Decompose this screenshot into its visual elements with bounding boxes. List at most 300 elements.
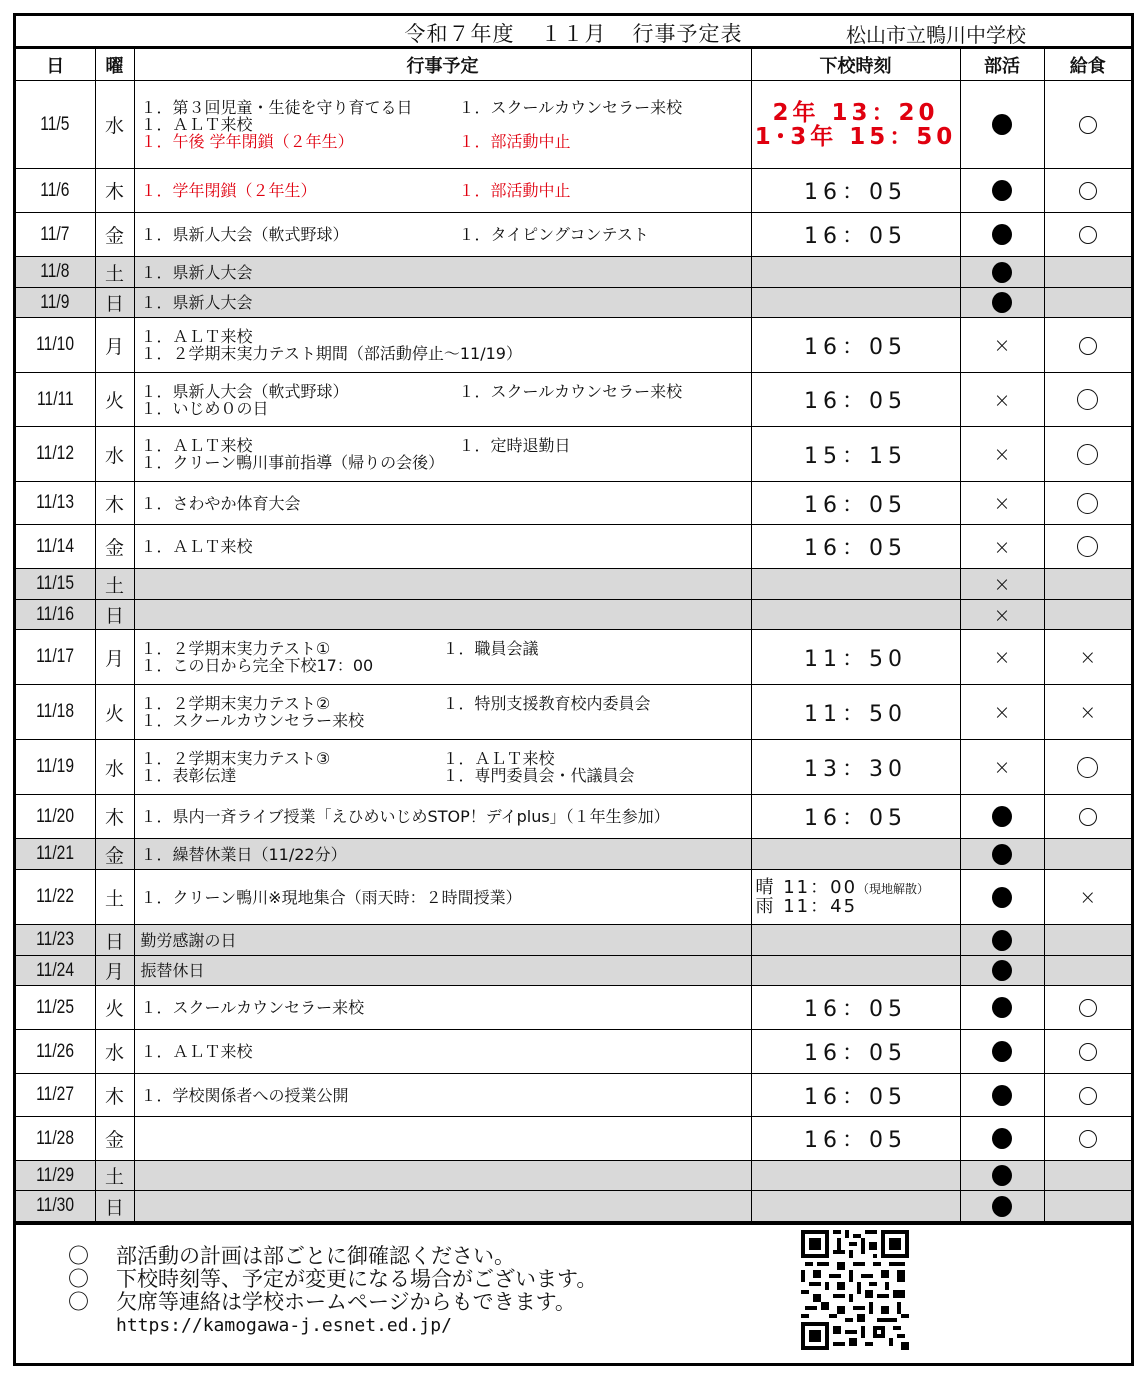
event-item: １．県新人大会（軟式野球） <box>140 225 349 244</box>
date-cell <box>16 740 95 795</box>
event-item <box>459 932 751 949</box>
club-activity-cell <box>960 795 1044 839</box>
col-header-club: 部活 <box>960 49 1044 81</box>
event-item: １．部活動中止 <box>458 181 571 200</box>
cross-icon: × <box>993 572 1011 597</box>
events-list <box>141 695 751 729</box>
events-list <box>141 846 751 863</box>
event-item: １．ＡＬＴ来校 <box>140 115 253 134</box>
table-row <box>16 81 1131 169</box>
school-lunch-cell <box>1044 288 1131 318</box>
date-text: 11/17 <box>36 646 75 667</box>
date-text: 11/26 <box>36 1040 75 1062</box>
events-list <box>141 750 751 784</box>
events-cell <box>134 600 751 630</box>
dismissal-time-cell <box>751 257 960 288</box>
event-item: １．クリーン鴨川※現地集合（雨天時：２時間授業） <box>140 887 522 907</box>
table-row <box>16 288 1131 318</box>
open-circle-icon <box>1077 389 1098 410</box>
events-cell <box>134 318 751 373</box>
events-list <box>141 1043 751 1060</box>
club-activity-cell <box>960 427 1044 482</box>
weekday-cell: 日 <box>95 600 134 630</box>
club-activity-cell <box>960 213 1044 257</box>
date-cell <box>16 795 95 839</box>
events-cell <box>134 839 751 870</box>
filled-circle-icon <box>992 960 1012 981</box>
school-lunch-cell <box>1044 1030 1131 1074</box>
weekday-cell: 木 <box>95 482 134 525</box>
note-text: 部活動の計画は部ごとに御確認ください。 <box>116 1244 515 1268</box>
school-lunch-cell <box>1044 482 1131 525</box>
note-text: 欠席等連絡は学校ホームページからもできます。 <box>116 1290 576 1314</box>
table-row <box>16 318 1131 373</box>
dismissal-time-cell: 15：15 <box>751 427 960 482</box>
table-row <box>16 630 1131 685</box>
event-item: １．スクールカウンセラー来校 <box>140 998 365 1017</box>
events-cell <box>134 986 751 1030</box>
weekday-cell: 土 <box>95 1161 134 1191</box>
date-cell <box>16 257 95 288</box>
event-item: １．２学期末実力テスト③ <box>140 749 331 768</box>
weekday-cell: 月 <box>95 956 134 986</box>
events-cell <box>134 925 751 956</box>
club-activity-cell <box>960 257 1044 288</box>
title-row <box>16 16 1131 49</box>
event-item <box>459 400 751 417</box>
open-circle-icon <box>1079 808 1097 826</box>
weekday-cell: 日 <box>95 288 134 318</box>
school-lunch-cell <box>1044 870 1131 925</box>
dismissal-time-cell <box>751 870 960 925</box>
event-item: １．この日から完全下校17：00 <box>140 656 374 675</box>
dismissal-time-line: 2年 13：20 <box>772 99 939 126</box>
column-header-row <box>16 49 1131 81</box>
title-year: 令和７年度 <box>404 22 515 46</box>
date-cell <box>16 482 95 525</box>
events-list <box>141 182 751 199</box>
cross-icon: × <box>993 534 1011 559</box>
events-cell <box>134 1191 751 1222</box>
club-activity-cell <box>960 1074 1044 1117</box>
event-item <box>459 889 751 906</box>
date-cell <box>16 630 95 685</box>
title-month: １１月 <box>540 22 607 46</box>
cross-icon: × <box>993 645 1011 670</box>
event-item: １．県内一斉ライブ授業「えひめいじめSTOP！デイplus」（１年生参加） <box>140 807 670 826</box>
date-cell <box>16 839 95 870</box>
table-row <box>16 1117 1131 1161</box>
event-item <box>443 657 751 674</box>
event-item: １．学校関係者への授業公開 <box>140 1085 349 1105</box>
school-lunch-cell <box>1044 1161 1131 1191</box>
weekday-cell: 木 <box>95 169 134 213</box>
table-row <box>16 427 1131 482</box>
circle-bullet-icon: 〇 <box>68 1290 89 1314</box>
weekday-cell: 金 <box>95 525 134 569</box>
dismissal-time-line: 1･3年 15：50 <box>754 123 957 150</box>
event-item: １．専門委員会・代議員会 <box>442 766 635 785</box>
date-text: 11/8 <box>40 261 70 282</box>
event-item: １．県新人大会 <box>140 262 253 282</box>
events-cell <box>134 1161 751 1191</box>
event-item <box>459 264 751 281</box>
cross-icon: × <box>1079 645 1097 670</box>
school-lunch-cell <box>1044 630 1131 685</box>
date-cell <box>16 1117 95 1161</box>
date-text: 11/14 <box>36 535 75 557</box>
dismissal-time-cell: 16：05 <box>751 482 960 525</box>
club-activity-cell <box>960 1191 1044 1222</box>
date-text: 11/25 <box>36 996 75 1018</box>
club-activity-cell <box>960 169 1044 213</box>
dismissal-time-cell <box>751 839 960 870</box>
events-cell <box>134 870 751 925</box>
events-list <box>141 264 751 281</box>
event-item <box>443 712 751 729</box>
filled-circle-icon <box>992 887 1012 908</box>
open-circle-icon <box>1077 444 1098 465</box>
filled-circle-icon <box>992 806 1012 827</box>
event-item <box>459 328 751 345</box>
events-list <box>141 226 751 243</box>
cross-icon: × <box>993 602 1011 627</box>
club-activity-cell <box>960 600 1044 630</box>
event-item: １．スクールカウンセラー来校 <box>458 98 683 117</box>
club-activity-cell <box>960 482 1044 525</box>
event-item: １．クリーン鴨川事前指導（帰りの会後） <box>140 453 445 472</box>
table-row <box>16 525 1131 569</box>
table-row <box>16 257 1131 288</box>
club-activity-cell <box>960 630 1044 685</box>
weekday-cell: 月 <box>95 318 134 373</box>
date-cell <box>16 213 95 257</box>
filled-circle-icon <box>992 1128 1012 1149</box>
school-lunch-cell <box>1044 169 1131 213</box>
dismissal-time-cell <box>751 600 960 630</box>
open-circle-icon <box>1079 116 1097 134</box>
event-item: １．さわやか体育大会 <box>140 493 301 513</box>
dismissal-time-cell: 11：50 <box>751 685 960 740</box>
footer-notes <box>16 1222 1131 1363</box>
table-row <box>16 1161 1131 1191</box>
table-row <box>16 956 1131 986</box>
weekday-cell: 火 <box>95 373 134 427</box>
rain-time: 雨 11：45 <box>755 896 858 917</box>
school-lunch-cell <box>1044 600 1131 630</box>
events-list <box>141 328 751 362</box>
club-activity-cell <box>960 318 1044 373</box>
school-lunch-cell <box>1044 986 1131 1030</box>
table-row <box>16 986 1131 1030</box>
events-list <box>141 889 751 906</box>
table-row <box>16 1191 1131 1222</box>
events-cell <box>134 525 751 569</box>
events-cell <box>134 569 751 600</box>
notes-list <box>68 1245 597 1337</box>
cross-icon: × <box>993 491 1011 516</box>
events-list <box>141 99 751 150</box>
filled-circle-icon <box>992 224 1012 245</box>
weekday-cell: 水 <box>95 427 134 482</box>
table-row <box>16 1030 1131 1074</box>
event-item: １．学年閉鎖（２年生） <box>140 181 317 200</box>
date-text: 11/9 <box>40 291 70 313</box>
event-item: １．２学期末実力テスト① <box>140 639 331 658</box>
event-item: １．部活動中止 <box>458 132 571 151</box>
event-item: １．ＡＬＴ来校 <box>140 1042 253 1061</box>
date-text: 11/10 <box>36 334 75 355</box>
events-list <box>141 538 751 555</box>
table-row <box>16 740 1131 795</box>
event-item <box>459 538 751 555</box>
club-activity-cell <box>960 1117 1044 1161</box>
events-cell <box>134 81 751 169</box>
event-item: １．ＡＬＴ来校 <box>140 436 253 455</box>
date-text: 11/24 <box>36 959 75 981</box>
circle-bullet-icon: 〇 <box>68 1244 89 1268</box>
events-cell <box>134 288 751 318</box>
col-header-events: 行事予定 <box>134 49 751 81</box>
date-text: 11/12 <box>36 443 75 464</box>
event-item: １．県新人大会（軟式野球） <box>140 381 349 401</box>
open-circle-icon <box>1079 999 1097 1017</box>
dismissal-time-cell: 13：30 <box>751 740 960 795</box>
note-item <box>68 1245 597 1268</box>
school-lunch-cell <box>1044 925 1131 956</box>
club-activity-cell <box>960 1030 1044 1074</box>
club-activity-cell <box>960 870 1044 925</box>
school-lunch-cell <box>1044 81 1131 169</box>
events-list <box>141 383 751 417</box>
events-list <box>141 495 751 512</box>
event-item: １．いじめ０の日 <box>140 398 269 418</box>
events-list <box>141 1087 751 1104</box>
event-item <box>459 495 751 512</box>
dismissal-time-cell: 16：05 <box>751 795 960 839</box>
school-lunch-cell <box>1044 213 1131 257</box>
school-lunch-cell <box>1044 1074 1131 1117</box>
event-item: １．２学期末実力テスト② <box>140 694 331 713</box>
events-cell <box>134 427 751 482</box>
event-item: １．定時退勤日 <box>458 436 571 455</box>
club-activity-cell <box>960 525 1044 569</box>
event-item <box>459 116 751 133</box>
weekday-cell: 火 <box>95 685 134 740</box>
event-item <box>459 846 751 863</box>
filled-circle-icon <box>992 262 1012 283</box>
events-list <box>141 294 751 311</box>
school-lunch-cell <box>1044 318 1131 373</box>
date-text: 11/28 <box>36 1127 75 1149</box>
events-cell <box>134 257 751 288</box>
dismissal-time-cell <box>751 288 960 318</box>
filled-circle-icon <box>992 292 1012 313</box>
event-item: １．表彰伝達 <box>140 766 237 785</box>
date-text: 11/18 <box>36 701 75 722</box>
event-item: １．２学期末実力テスト期間（部活動停止～11/19） <box>140 344 522 363</box>
cross-icon: × <box>993 755 1011 780</box>
events-cell <box>134 685 751 740</box>
weekday-cell: 木 <box>95 1074 134 1117</box>
school-lunch-cell <box>1044 685 1131 740</box>
events-cell <box>134 1030 751 1074</box>
table-row <box>16 870 1131 925</box>
dismissal-time-cell <box>751 81 960 169</box>
weekday-cell: 金 <box>95 839 134 870</box>
school-lunch-cell <box>1044 1117 1131 1161</box>
filled-circle-icon <box>992 1196 1012 1217</box>
date-cell <box>16 685 95 740</box>
filled-circle-icon <box>992 844 1012 865</box>
cross-icon: × <box>993 700 1011 725</box>
event-item: １．タイピングコンテスト <box>458 225 649 244</box>
dismissal-time-cell: 16：05 <box>751 1117 960 1161</box>
filled-circle-icon <box>992 1165 1012 1186</box>
table-row <box>16 795 1131 839</box>
club-activity-cell <box>960 986 1044 1030</box>
date-text: 11/16 <box>36 603 75 625</box>
date-cell <box>16 1074 95 1117</box>
col-header-dismissal: 下校時刻 <box>751 49 960 81</box>
table-row <box>16 373 1131 427</box>
col-header-lunch: 給食 <box>1044 49 1131 81</box>
date-text: 11/5 <box>40 113 70 135</box>
col-header-dow: 曜 <box>95 49 134 81</box>
events-cell <box>134 373 751 427</box>
dismissal-time-cell: 16：05 <box>751 1074 960 1117</box>
open-circle-icon <box>1079 182 1097 200</box>
table-row <box>16 685 1131 740</box>
open-circle-icon <box>1079 1043 1097 1061</box>
open-circle-icon <box>1079 1130 1097 1148</box>
date-text: 11/29 <box>36 1164 75 1186</box>
weekday-cell: 水 <box>95 1030 134 1074</box>
weekday-cell: 土 <box>95 257 134 288</box>
table-row <box>16 925 1131 956</box>
club-activity-cell <box>960 956 1044 986</box>
filled-circle-icon <box>992 1085 1012 1106</box>
date-cell <box>16 569 95 600</box>
dismissal-time-cell: 16：05 <box>751 318 960 373</box>
club-activity-cell <box>960 569 1044 600</box>
club-activity-cell <box>960 1161 1044 1191</box>
date-cell <box>16 1030 95 1074</box>
table-row <box>16 839 1131 870</box>
dismissal-time-cell <box>751 569 960 600</box>
date-text: 11/22 <box>36 886 75 907</box>
school-website-link[interactable]: https://kamogawa-j.esnet.ed.jp/ <box>116 1315 452 1336</box>
open-circle-icon <box>1079 1087 1097 1105</box>
events-cell <box>134 1074 751 1117</box>
event-item <box>459 962 751 979</box>
event-item <box>459 454 751 471</box>
event-item <box>459 345 751 362</box>
date-text: 11/21 <box>36 843 75 864</box>
table-row <box>16 169 1131 213</box>
filled-circle-icon <box>992 1041 1012 1062</box>
filled-circle-icon <box>992 114 1012 135</box>
sunny-time: 晴 11：00（現地解散） <box>755 877 930 898</box>
dismissal-time-cell <box>751 1191 960 1222</box>
events-list <box>141 932 751 949</box>
event-item: 勤労感謝の日 <box>140 930 237 950</box>
open-circle-icon <box>1077 493 1098 514</box>
cross-icon: × <box>993 333 1011 358</box>
dismissal-time-cell: 16：05 <box>751 373 960 427</box>
dismissal-time-cell: 16：05 <box>751 213 960 257</box>
school-lunch-cell <box>1044 795 1131 839</box>
cross-icon: × <box>993 442 1011 467</box>
date-cell <box>16 169 95 213</box>
events-list <box>141 808 751 825</box>
event-item: １．スクールカウンセラー来校 <box>458 381 683 401</box>
events-cell <box>134 956 751 986</box>
table-row <box>16 600 1131 630</box>
weekday-cell: 水 <box>95 81 134 169</box>
events-cell <box>134 630 751 685</box>
event-item: 振替休日 <box>140 961 205 980</box>
dismissal-time-cell: 16：05 <box>751 1030 960 1074</box>
club-activity-cell <box>960 925 1044 956</box>
event-item: １．スクールカウンセラー来校 <box>140 711 365 730</box>
school-lunch-cell <box>1044 257 1131 288</box>
event-item: １．県新人大会 <box>140 293 253 312</box>
date-cell <box>16 1161 95 1191</box>
dismissal-time-cell: 16：05 <box>751 169 960 213</box>
event-item <box>459 999 751 1016</box>
note-item <box>68 1291 597 1314</box>
weekday-cell: 金 <box>95 213 134 257</box>
weekday-cell: 土 <box>95 870 134 925</box>
schedule-sheet <box>13 13 1134 1366</box>
date-cell <box>16 318 95 373</box>
weekday-cell: 火 <box>95 986 134 1030</box>
weekday-cell: 水 <box>95 740 134 795</box>
events-cell <box>134 482 751 525</box>
filled-circle-icon <box>992 180 1012 201</box>
table-row <box>16 569 1131 600</box>
table-row <box>16 1074 1131 1117</box>
date-cell <box>16 956 95 986</box>
date-cell <box>16 373 95 427</box>
weekday-cell: 木 <box>95 795 134 839</box>
events-list <box>141 640 751 674</box>
date-text: 11/13 <box>36 492 75 513</box>
table-row <box>16 213 1131 257</box>
date-cell <box>16 1191 95 1222</box>
cross-icon: × <box>993 387 1011 412</box>
qr-code-icon[interactable] <box>801 1230 909 1350</box>
date-cell <box>16 427 95 482</box>
school-lunch-cell <box>1044 1191 1131 1222</box>
date-cell <box>16 525 95 569</box>
event-item: １．午後 学年閉鎖（２年生） <box>140 132 354 151</box>
date-cell <box>16 288 95 318</box>
school-lunch-cell <box>1044 427 1131 482</box>
event-item: １．特別支援教育校内委員会 <box>442 694 651 713</box>
events-list <box>141 962 751 979</box>
date-text: 11/15 <box>36 573 75 594</box>
date-text: 11/20 <box>36 805 75 827</box>
weekday-cell: 土 <box>95 569 134 600</box>
school-lunch-cell <box>1044 373 1131 427</box>
dismissal-time-cell: 16：05 <box>751 525 960 569</box>
date-cell <box>16 870 95 925</box>
open-circle-icon <box>1079 337 1097 355</box>
events-list <box>141 437 751 471</box>
note-item <box>68 1268 597 1291</box>
